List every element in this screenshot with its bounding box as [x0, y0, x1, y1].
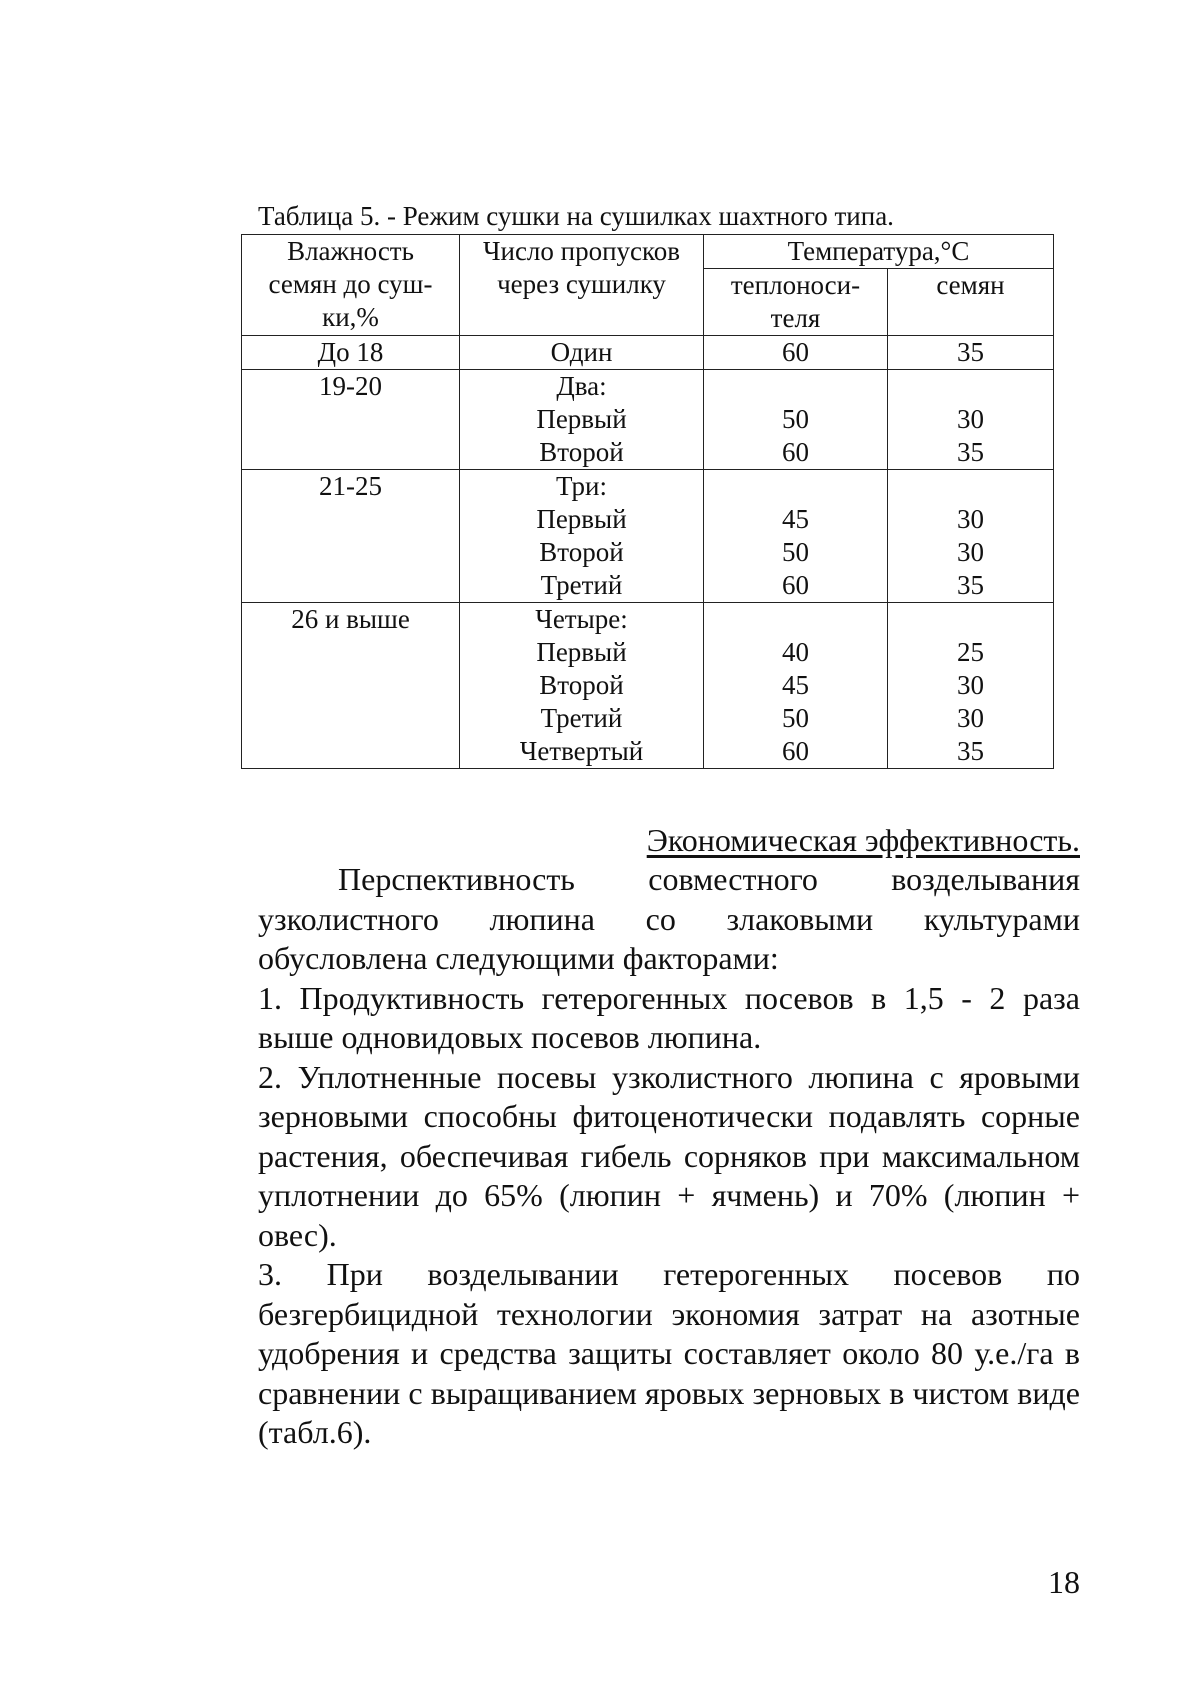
coolant-value: 50: [782, 404, 809, 434]
pass-label: Первый: [536, 504, 627, 534]
cell-coolant: [704, 336, 888, 370]
table-row: [242, 336, 1054, 370]
seeds-value: 25: [957, 637, 984, 667]
table-row: [242, 470, 1054, 603]
cell-passes: [460, 370, 704, 470]
coolant-value: [708, 470, 883, 503]
seeds-value: 35: [957, 570, 984, 600]
cell-passes: [460, 603, 704, 769]
header-moisture-line: ки,%: [322, 302, 379, 332]
table-row: [242, 370, 1054, 470]
seeds-value: 30: [957, 537, 984, 567]
pass-label: Три:: [556, 471, 607, 501]
cell-moisture: До 18: [242, 336, 460, 370]
header-moisture-line: Влажность: [287, 236, 414, 266]
paragraph-item-1: 1. Продуктивность гетерогенных посевов в 1,5 - 2 раза выше одновидовых посевов люпина.: [258, 979, 1080, 1055]
pass-label: Два:: [556, 371, 607, 401]
coolant-value: 60: [782, 437, 809, 467]
drying-mode-table: [241, 234, 1054, 769]
coolant-value: 45: [782, 670, 809, 700]
seeds-value: 30: [957, 504, 984, 534]
paragraph-intro: Перспективность совместного возделывания узколистного люпина со злаковыми культурами обусловлена следующими факторами:: [258, 861, 1080, 976]
pass-label: Первый: [536, 637, 627, 667]
pass-label: Один: [550, 337, 613, 367]
cell-seeds: [888, 370, 1054, 470]
cell-moisture: 26 и выше: [242, 603, 460, 769]
pass-label: Второй: [539, 670, 624, 700]
cell-coolant: [704, 370, 888, 470]
seeds-value: [892, 370, 1049, 403]
seeds-value: 35: [957, 736, 984, 766]
coolant-value: 50: [782, 703, 809, 733]
coolant-value: [708, 370, 883, 403]
section-heading: [258, 820, 1080, 860]
seeds-value: [892, 470, 1049, 503]
coolant-value: 60: [782, 337, 809, 367]
header-passes-line: Число пропусков: [482, 236, 681, 266]
cell-passes: [460, 336, 704, 370]
pass-label: Первый: [536, 404, 627, 434]
pass-label: Второй: [539, 537, 624, 567]
table-row: [242, 603, 1054, 769]
header-passes-line: через сушилку: [497, 269, 666, 299]
pass-label: Третий: [540, 570, 623, 600]
cell-coolant: [704, 603, 888, 769]
header-temperature: Температура,°С: [704, 235, 1054, 269]
pass-label: Третий: [540, 703, 623, 733]
seeds-value: [892, 603, 1049, 636]
cell-seeds: [888, 603, 1054, 769]
coolant-value: [708, 603, 883, 636]
cell-coolant: [704, 470, 888, 603]
seeds-value: 35: [957, 437, 984, 467]
coolant-value: 50: [782, 537, 809, 567]
cell-seeds: [888, 470, 1054, 603]
cell-moisture: 19-20: [242, 370, 460, 470]
seeds-value: 30: [957, 404, 984, 434]
cell-seeds: [888, 336, 1054, 370]
coolant-value: 40: [782, 637, 809, 667]
seeds-value: 30: [957, 703, 984, 733]
header-coolant-line: теля: [770, 303, 821, 333]
seeds-value: 35: [957, 337, 984, 367]
section-heading-text: Экономическая эффективность.: [646, 822, 1080, 858]
header-seeds: семян: [888, 269, 1054, 336]
cell-passes: [460, 470, 704, 603]
coolant-value: 60: [782, 736, 809, 766]
page-number: 18: [1048, 1564, 1080, 1600]
paragraph-item-2: 2. Уплотненные посевы узколистного люпина с яровыми зерновыми способны фитоценотически подавлять сорные растения, обеспечивая гибель сорняков при максимальном уплотнении до 65% (люпин + ячмень) и 70% (люпин + овес).: [258, 1058, 1080, 1253]
header-coolant-line: теплоноси-: [730, 270, 861, 300]
coolant-value: 45: [782, 504, 809, 534]
pass-label: Четвертый: [519, 736, 644, 766]
paragraph-item-3: 3. При возделывании гетерогенных посевов по безгербицидной технологии экономия затрат на азотные удобрения и средства защиты составляет около 80 у.е./га в сравнении с выращиванием яровых зерновых в чистом виде (табл.6).: [258, 1256, 1080, 1450]
coolant-value: 60: [782, 570, 809, 600]
header-coolant: [704, 269, 888, 336]
pass-label: Четыре:: [535, 604, 628, 634]
section-body: [258, 860, 1080, 1453]
header-moisture: [242, 235, 460, 336]
pass-label: Второй: [539, 437, 624, 467]
table-caption: Таблица 5. - Режим сушки на сушилках шахтного типа.: [258, 201, 894, 231]
header-passes: [460, 235, 704, 336]
seeds-value: 30: [957, 670, 984, 700]
cell-moisture: 21-25: [242, 470, 460, 603]
header-moisture-line: семян до суш-: [268, 269, 433, 299]
